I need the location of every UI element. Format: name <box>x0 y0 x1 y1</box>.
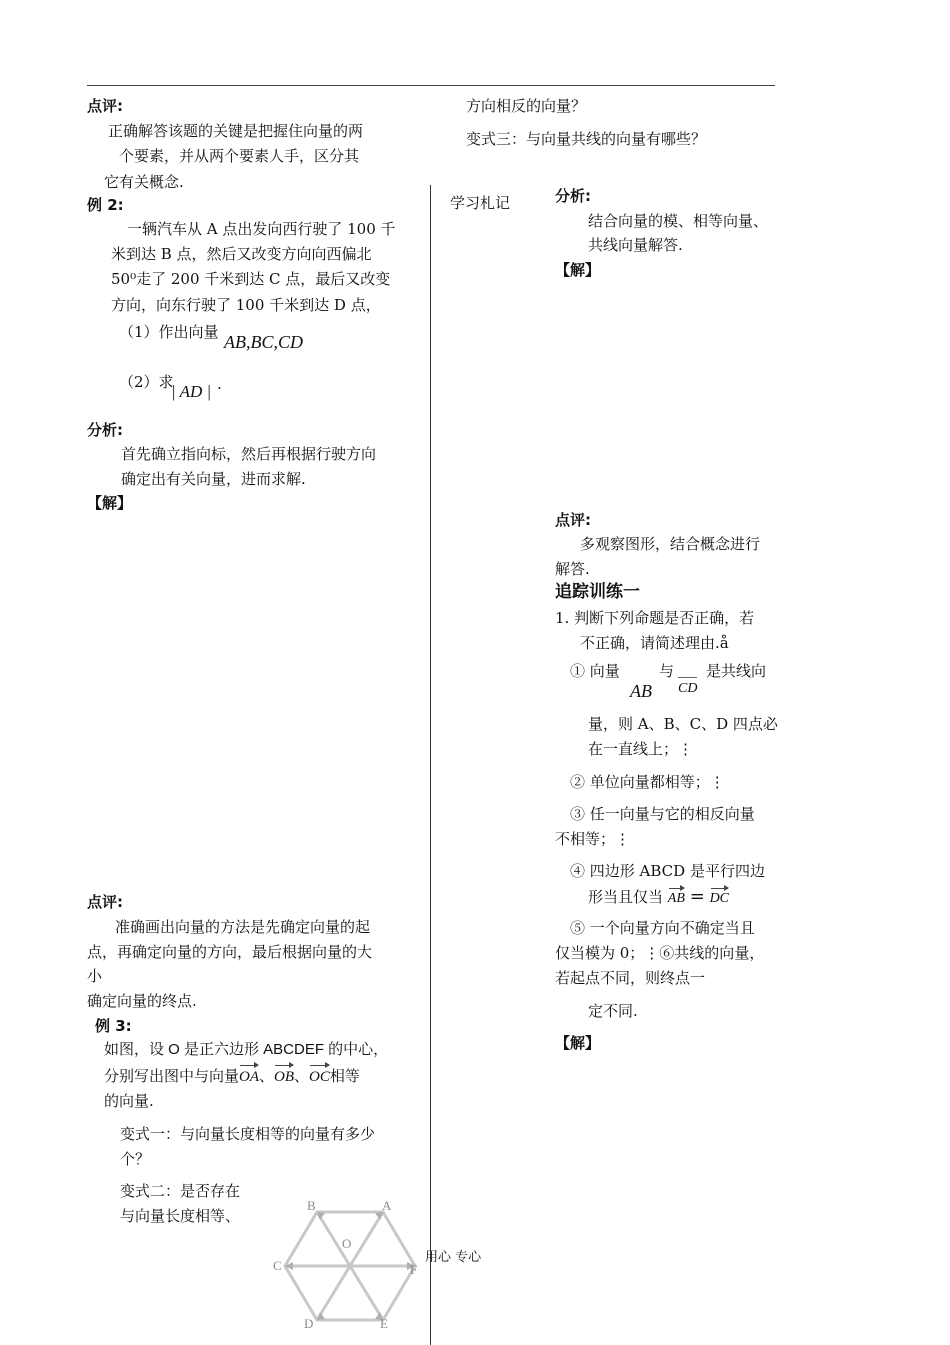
review1-line2: 个要素，并从两个要素人手，区分其 <box>119 147 360 165</box>
column-divider <box>430 185 431 1345</box>
item1-vector-ab: AB <box>630 681 652 701</box>
item3-line1: ③ 任一向量与它的相反向量 <box>570 805 755 823</box>
item1-collinear: 是共线向 <box>706 662 767 680</box>
hex-label-c: C <box>273 1258 282 1273</box>
vector-oc: OC <box>309 1069 330 1085</box>
example3-line2-end: 相等 <box>329 1067 360 1085</box>
separator: 、 <box>259 1067 275 1085</box>
study-notes-label: 学习札记 <box>450 194 511 212</box>
item4-vector-dc: DC <box>709 891 730 906</box>
example2-q1: （1）作出向量 <box>119 323 219 341</box>
item4-text: 形当且仅当 <box>588 888 664 906</box>
item1-line3: 在一直线上；⋮ <box>588 740 694 758</box>
review1-line1: 正确解答该题的关键是把握住向量的两 <box>108 122 364 140</box>
right-solution-heading: 【解】 <box>555 261 601 279</box>
example3-line2 <box>104 1067 360 1086</box>
item1-vector-cd-wrap <box>678 681 697 698</box>
example2-q2-end: . <box>217 375 222 393</box>
example2-q1-vectors: AB,BC,CD <box>224 332 303 352</box>
training-title: 追踪训练一 <box>555 582 640 602</box>
hexagon-figure <box>270 1192 430 1332</box>
item4-vector-ab: AB <box>667 891 685 906</box>
item5-line3: 若起点不同，则终点一 <box>555 969 706 987</box>
top-rule <box>87 85 775 86</box>
item1-line2: 量，则 A、B、C、D 四点必 <box>588 715 778 733</box>
example3-line2-text: 分别写出图中与向量 <box>104 1067 240 1085</box>
item4-line2 <box>588 886 729 908</box>
variant1-line1: 变式一：与向量长度相等的向量有多少 <box>120 1125 376 1143</box>
item4-equals: = <box>689 886 705 907</box>
example2-line4: 方向，向东行驶了 100 千米到达 D 点， <box>111 296 381 314</box>
item1-vector-cd: CD <box>678 681 698 696</box>
review2-title: 点评: <box>87 893 123 911</box>
right-analysis-line1: 结合向量的模、相等向量、 <box>588 212 769 230</box>
item1-with: 与 <box>659 662 675 680</box>
example2-line3: 50⁰走了 200 千米到达 C 点，最后又改变 <box>111 270 391 288</box>
vector-ob: OB <box>274 1069 295 1085</box>
review2-line1: 准确画出向量的方法是先确定向量的起 <box>115 918 371 936</box>
item5-line4: 定不同. <box>588 1002 638 1020</box>
right-analysis-title: 分析: <box>555 187 591 205</box>
item4-line1: ④ 四边形 ABCD 是平行四边 <box>570 862 765 880</box>
right-analysis-line2: 共线向量解答. <box>588 236 683 254</box>
separator: 、 <box>294 1067 310 1085</box>
right-review-line1: 多观察图形，结合概念进行 <box>580 535 761 553</box>
review2-line2: 点，再确定向量的方向，最后根据向量的大 <box>87 943 373 961</box>
hex-label-d: D <box>304 1316 314 1331</box>
variant1-line2: 个？ <box>120 1150 151 1168</box>
variant2-line2: 与向量长度相等、 <box>120 1207 241 1225</box>
item5-line1: ⑤ 一个向量方向不确定当且 <box>570 919 755 937</box>
training1-line1: 1. 判断下列命题是否正确，若 <box>555 609 755 627</box>
example3-title: 例 3: <box>95 1017 132 1035</box>
review1-title: 点评: <box>87 97 123 115</box>
page-footer: 用心 专心 <box>425 1250 482 1265</box>
variant2-continuation: 方向相反的向量？ <box>466 97 587 115</box>
vector-oa: OA <box>239 1069 260 1085</box>
hex-label-f: F <box>410 1262 418 1277</box>
analysis-line1: 首先确立指向标，然后再根据行驶方向 <box>121 445 377 463</box>
hex-label-b: B <box>307 1198 316 1213</box>
example2-title: 例 2: <box>87 196 124 214</box>
analysis-line2: 确定出有关向量，进而求解. <box>121 470 306 488</box>
review2-line3: 小 <box>87 967 103 985</box>
hex-label-e: E <box>380 1316 388 1331</box>
item3-line2: 不相等；⋮ <box>555 830 631 848</box>
review1-line3: 它有关概念. <box>104 173 184 191</box>
hex-label-a: A <box>382 1198 392 1213</box>
example2-line2: 米到达 B 点，然后又改变方向向西偏北 <box>111 245 372 263</box>
example3-line1: 如图，设 O 是正六边形 ABCDEF 的中心， <box>104 1041 389 1058</box>
right-solution2-heading: 【解】 <box>555 1034 601 1052</box>
right-review-line2: 解答. <box>555 560 590 578</box>
example2-q2-abs: | AD | <box>171 382 212 401</box>
example2-line1: 一辆汽车从 A 点出发向西行驶了 100 千 <box>127 220 396 238</box>
item5-line2: 仅当模为 0；⋮⑥共线的向量， <box>555 944 765 962</box>
hex-label-o: O <box>342 1236 352 1251</box>
right-review-title: 点评: <box>555 511 591 529</box>
variant2-line1: 变式二：是否存在 <box>120 1182 241 1200</box>
solution-heading: 【解】 <box>87 494 133 512</box>
analysis-title: 分析: <box>87 421 123 439</box>
example3-line3: 的向量. <box>104 1092 154 1110</box>
variant3: 变式三：与向量共线的向量有哪些？ <box>466 130 707 148</box>
item1-lead: ① 向量 <box>570 662 620 680</box>
item2: ② 单位向量都相等；⋮ <box>570 773 725 791</box>
example2-q2: （2）求 <box>119 373 174 391</box>
review2-line4: 确定向量的终点. <box>87 992 197 1010</box>
training1-line2: 不正确，请简述理由.å <box>580 634 729 652</box>
